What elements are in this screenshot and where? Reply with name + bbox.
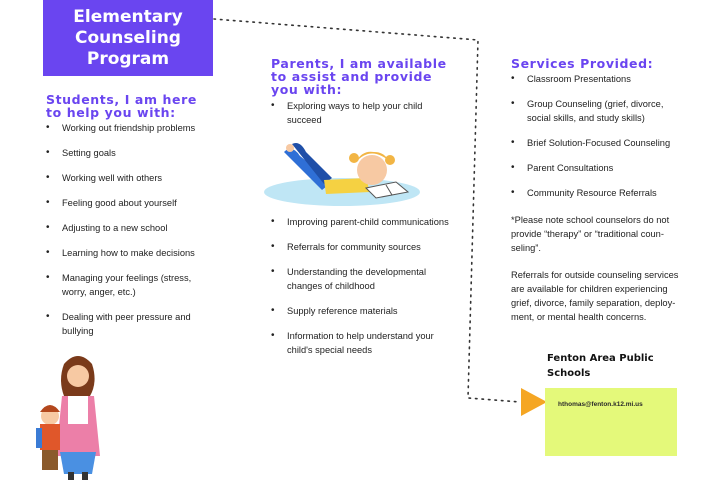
list-item: • Feeling good about yourself xyxy=(46,196,216,210)
title-line-3: Program xyxy=(86,48,170,69)
list-item: • Working out friendship problems xyxy=(46,121,216,135)
parents-list-top xyxy=(271,99,441,127)
program-title-box xyxy=(43,0,213,76)
list-item: • Setting goals xyxy=(46,146,216,160)
list-item: • Community Resource Referrals xyxy=(511,186,681,200)
list-item: • Exploring ways to help your child succeed xyxy=(271,99,437,127)
title-line-2: Counseling xyxy=(75,27,181,48)
list-item: • Dealing with peer pressure and bullying xyxy=(46,310,202,338)
list-item: • Referrals for community sources xyxy=(271,240,451,254)
list-item: • Understanding the developmental changes of childhood xyxy=(271,265,437,293)
reading-child-clipart xyxy=(262,138,422,208)
list-item: • Classroom Presentations xyxy=(511,72,681,86)
list-item: • Information to help understand your child's special needs xyxy=(271,329,447,357)
students-heading: Students, I am here to help you with: xyxy=(46,92,197,120)
list-item: • Improving parent-child communications xyxy=(271,215,451,229)
list-item: • Group Counseling (grief, divorce, social skills, and study skills) xyxy=(511,97,677,125)
district-name: Fenton Area Public Schools xyxy=(547,353,654,379)
services-list xyxy=(511,72,681,200)
list-item: • Managing your feelings (stress, worry, anger, etc.) xyxy=(46,271,202,299)
list-item: • Brief Solution-Focused Counseling xyxy=(511,136,681,150)
list-item: • Parent Consultations xyxy=(511,161,681,175)
list-item: • Supply reference materials xyxy=(271,304,451,318)
students-list xyxy=(46,121,216,338)
list-item: • Working well with others xyxy=(46,171,216,185)
referrals-paragraph: Referrals for outside counseling services are available for children experiencing grief, divorce, family separation, deploy-ment, or mental health concerns. xyxy=(511,270,679,322)
list-item: • Learning how to make decisions xyxy=(46,246,216,260)
parents-list-bottom xyxy=(271,215,451,357)
teacher-with-student-clipart xyxy=(34,352,106,480)
contact-box xyxy=(545,388,677,456)
services-heading: Services Provided: xyxy=(511,56,654,71)
title-line-1: Elementary xyxy=(73,6,183,27)
therapy-note: *Please note school counselors do not provide “therapy” or “traditional coun-seling”. xyxy=(511,215,670,253)
parents-heading: Parents, I am available to assist and provide you with: xyxy=(271,56,447,97)
list-item: • Adjusting to a new school xyxy=(46,221,216,235)
email-link[interactable]: hthomas@fenton.k12.mi.us xyxy=(558,401,643,408)
